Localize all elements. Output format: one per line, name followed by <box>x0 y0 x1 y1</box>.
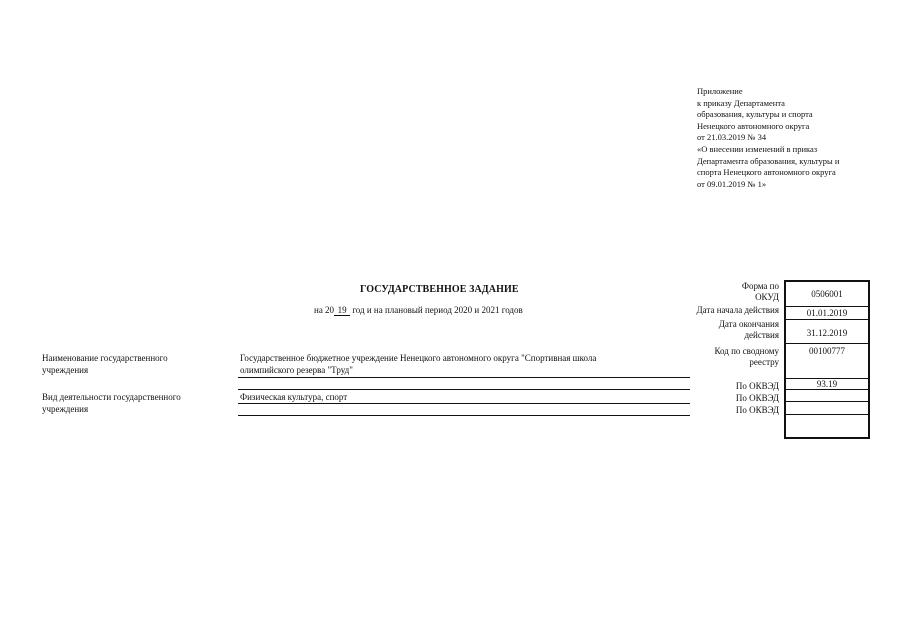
registry-label-line1: Код по сводному <box>714 346 779 356</box>
end-date-value: 31.12.2019 <box>786 320 868 344</box>
registry-value: 00100777 <box>786 344 868 379</box>
period-prefix: на 20 <box>314 305 335 315</box>
start-date-value: 01.01.2019 <box>786 307 868 320</box>
start-date-label: Дата начала действия <box>696 305 779 315</box>
activity-label-line1: Вид деятельности государственного <box>42 392 181 402</box>
period-line <box>314 305 523 316</box>
appendix-line: Ненецкого автономного округа <box>697 120 810 131</box>
codes-table <box>784 280 870 439</box>
institution-underline-1 <box>238 377 690 378</box>
institution-underline-2 <box>238 389 690 390</box>
registry-label <box>690 346 779 368</box>
end-date-label <box>700 319 779 341</box>
okud-value: 0506001 <box>786 282 868 307</box>
okud-label <box>700 281 779 303</box>
appendix-line: от 21.03.2019 № 34 <box>697 132 767 143</box>
appendix-line: к приказу Департамента <box>697 97 785 108</box>
activity-underline-2 <box>238 415 690 416</box>
institution-value-line1: Государственное бюджетное учреждение Ненецкого автономного округа "Спортивная школа <box>240 353 597 363</box>
document-title: ГОСУДАРСТВЕННОЕ ЗАДАНИЕ <box>360 284 519 295</box>
activity-label <box>42 391 181 415</box>
institution-label <box>42 352 168 376</box>
okved-value-2 <box>786 390 868 402</box>
institution-label-line2: учреждения <box>42 365 89 375</box>
appendix-line: образования, культуры и спорта <box>697 109 813 120</box>
institution-value <box>240 352 596 376</box>
appendix-line: спорта Ненецкого автономного округа <box>697 167 836 178</box>
okved-label-1: По ОКВЭД <box>735 381 779 391</box>
okud-label-line2: ОКУД <box>755 292 779 302</box>
activity-underline-1 <box>238 403 690 404</box>
registry-label-line2: реестру <box>749 357 779 367</box>
activity-label-line2: учреждения <box>42 404 89 414</box>
appendix-line: Приложение <box>697 86 743 96</box>
end-date-label-line1: Дата окончания <box>718 319 779 329</box>
institution-value-line2: олимпийского резерва "Труд" <box>240 365 353 375</box>
appendix-line: Департамента образования, культуры и <box>697 155 840 166</box>
okved-value-1: 93.19 <box>786 379 868 390</box>
okud-label-line1: Форма по <box>741 281 779 291</box>
end-date-label-line2: действия <box>744 330 779 340</box>
institution-label-line1: Наименование государственного <box>42 353 168 363</box>
okved-label-2: По ОКВЭД <box>735 393 779 403</box>
activity-value: Физическая культура, спорт <box>240 392 348 402</box>
okved-value-3 <box>786 402 868 415</box>
appendix-line: «О внесении изменений в приказ <box>697 143 818 154</box>
okved-label-3: По ОКВЭД <box>735 405 779 415</box>
period-year: 19 <box>334 305 350 316</box>
appendix-line: от 09.01.2019 № 1» <box>697 178 767 189</box>
period-suffix: год и на плановый период 2020 и 2021 годов <box>352 305 523 315</box>
appendix-note <box>697 86 839 190</box>
